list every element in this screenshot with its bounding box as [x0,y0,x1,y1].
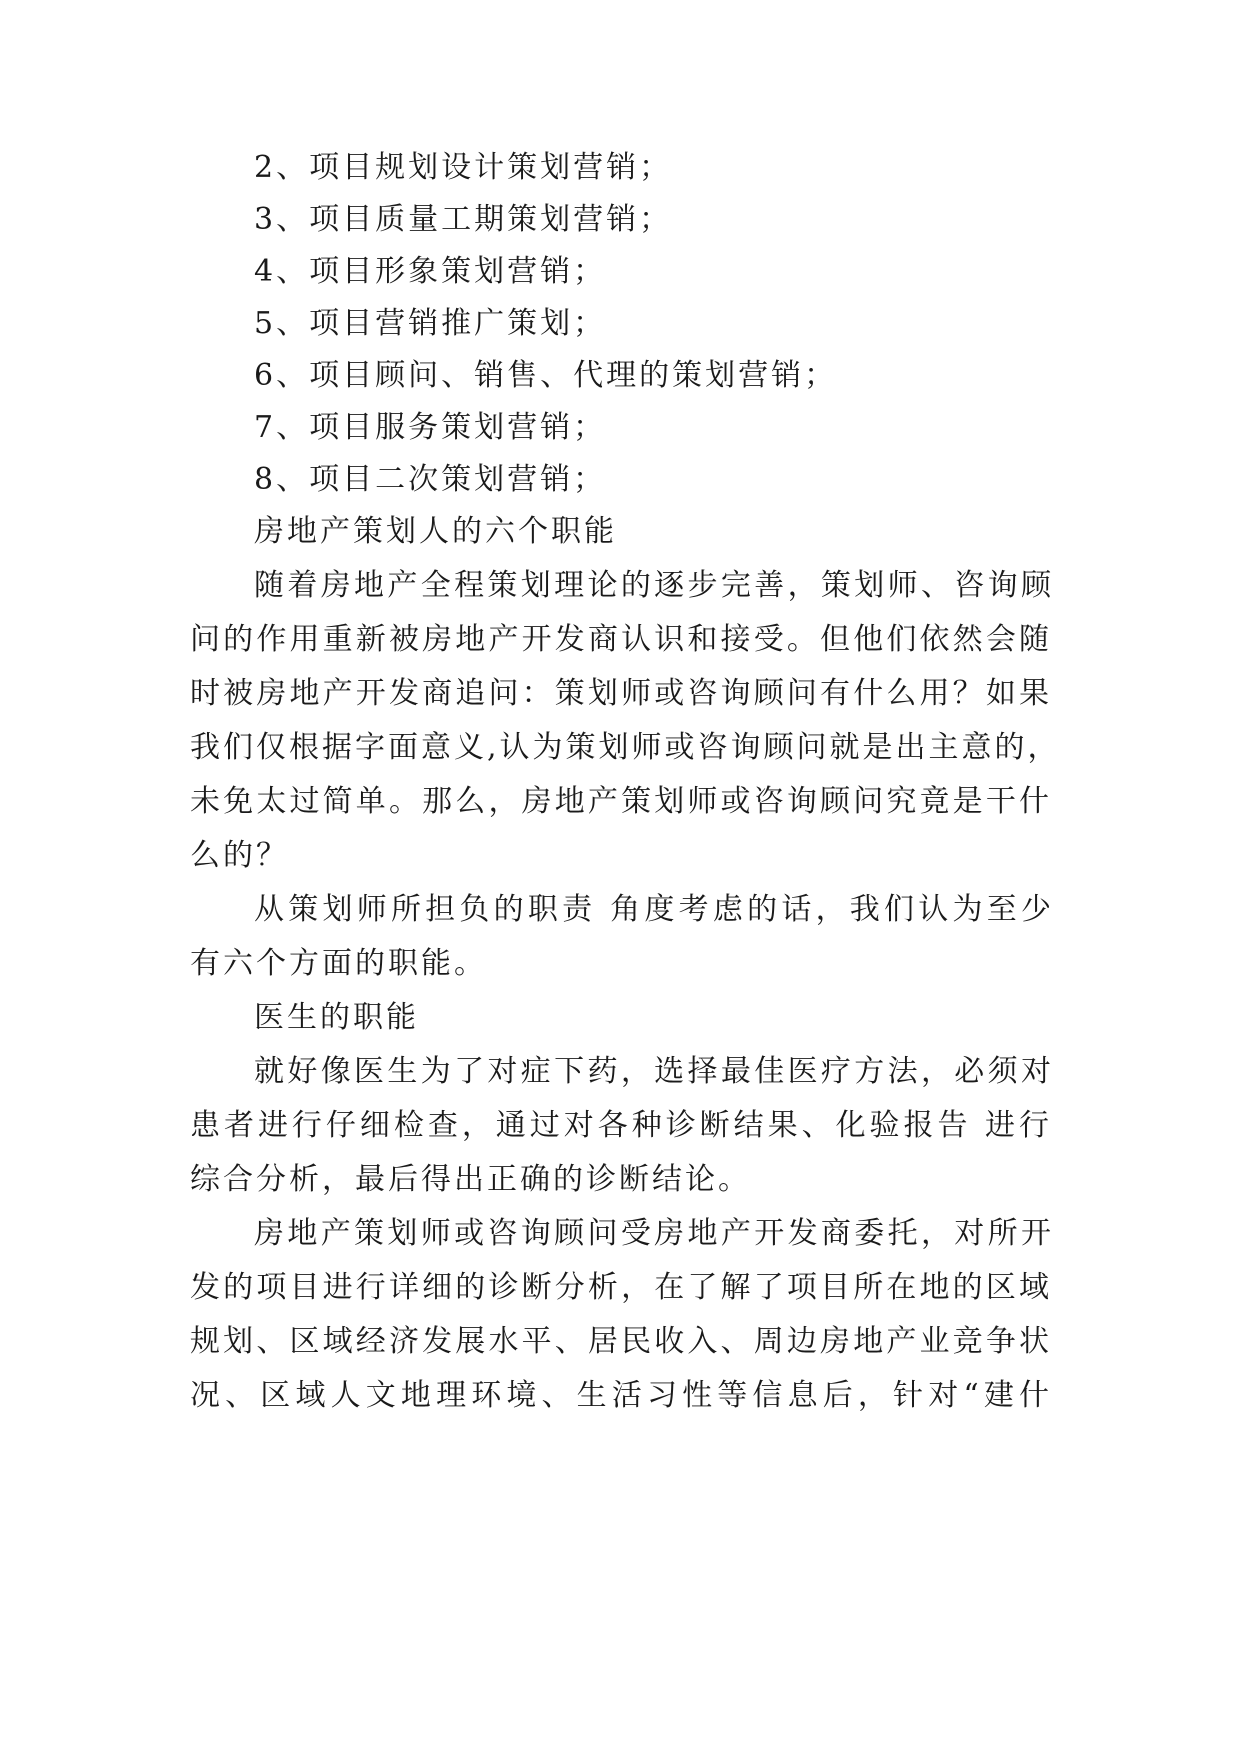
paragraph-2-line-1: 从策划师所担负的职责 角度考虑的话，我们认为至少 [254,892,1054,927]
list-item-4: 4、项目形象策划营销； [254,254,607,289]
paragraph-1-line-5: 未免太过简单。那么，房地产策划师或咨询顾问究竟是干什 [190,784,1052,819]
list-item-2: 2、项目规划设计策划营销； [254,150,673,185]
paragraph-4-line-3: 规划、区域经济发展水平、居民收入、周边房地产业竞争状 [190,1324,1052,1359]
paragraph-1-line-3: 时被房地产开发商追问：策划师或咨询顾问有什么用？如果 [190,676,1052,711]
list-item-5: 5、项目营销推广策划； [254,306,607,341]
paragraph-1-line-6: 么的？ [190,838,289,873]
paragraph-4-line-4: 况、区域人文地理环境、生活习性等信息后，针对“建什 [190,1378,1052,1413]
paragraph-4-line-2: 发的项目进行详细的诊断分析，在了解了项目所在地的区域 [190,1270,1052,1305]
paragraph-1-line-2: 问的作用重新被房地产开发商认识和接受。但他们依然会随 [190,622,1052,657]
list-item-8: 8、项目二次策划营销； [254,462,607,497]
paragraph-3-line-2: 患者进行仔细检查，通过对各种诊断结果、化验报告 进行 [190,1108,1052,1143]
paragraph-2-line-2: 有六个方面的职能。 [190,946,487,981]
paragraph-1-line-4: 我们仅根据字面意义,认为策划师或咨询顾问就是出主意的， [190,730,1061,765]
section-heading-six-functions: 房地产策划人的六个职能 [254,514,617,549]
paragraph-3-line-3: 综合分析，最后得出正确的诊断结论。 [190,1162,751,1197]
list-item-6: 6、项目顾问、销售、代理的策划营销； [254,358,838,393]
paragraph-1-line-1: 随着房地产全程策划理论的逐步完善，策划师、咨询顾 [254,568,1054,603]
list-item-7: 7、项目服务策划营销； [254,410,607,445]
section-heading-doctor-function: 医生的职能 [254,1000,419,1035]
paragraph-3-line-1: 就好像医生为了对症下药，选择最佳医疗方法，必须对 [254,1054,1054,1089]
list-item-3: 3、项目质量工期策划营销； [254,202,673,237]
paragraph-4-line-1: 房地产策划师或咨询顾问受房地产开发商委托，对所开 [254,1216,1054,1251]
